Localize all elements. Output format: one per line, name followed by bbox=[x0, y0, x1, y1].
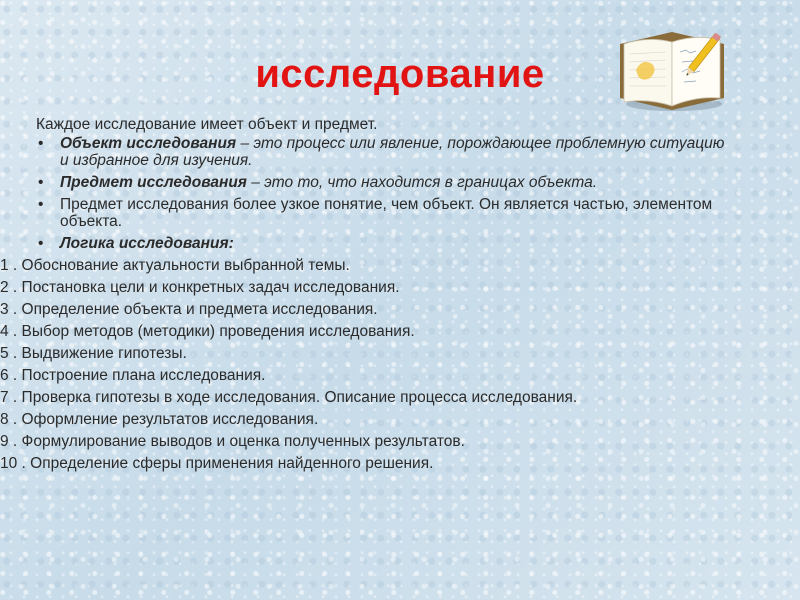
bullet-item-logic bbox=[36, 235, 736, 252]
list-item bbox=[0, 433, 736, 450]
list-item bbox=[0, 455, 736, 472]
bullet-list bbox=[36, 135, 736, 252]
step-number: 1 . bbox=[0, 257, 22, 274]
list-item bbox=[0, 257, 736, 274]
bullet-item-object bbox=[36, 135, 736, 169]
content-body bbox=[0, 116, 736, 477]
open-book-with-pencil-icon bbox=[612, 14, 730, 114]
step-number: 8 . bbox=[0, 411, 22, 428]
bullet-text: Предмет исследования более узкое понятие, чем объект. Он является частью, элементом объекта. bbox=[60, 196, 713, 230]
list-item bbox=[0, 345, 736, 362]
step-number: 5 . bbox=[0, 345, 22, 362]
step-text: Определение объекта и предмета исследования. bbox=[21, 301, 378, 318]
step-text: Формулирование выводов и оценка полученных результатов. bbox=[21, 433, 465, 450]
step-number: 6 . bbox=[0, 367, 22, 384]
step-text: Построение плана исследования. bbox=[21, 367, 266, 384]
step-number: 2 . bbox=[0, 279, 22, 296]
step-text: Оформление результатов исследования. bbox=[21, 411, 319, 428]
step-text: Постановка цели и конкретных задач исследования. bbox=[21, 279, 400, 296]
step-number: 7 . bbox=[0, 389, 22, 406]
step-number: 3 . bbox=[0, 301, 22, 318]
step-text: Определение сферы применения найденного решения. bbox=[30, 455, 434, 472]
list-item bbox=[0, 411, 736, 428]
bullet-text: – это то, что находится в границах объекта. bbox=[246, 174, 598, 191]
intro-text: Каждое исследование имеет объект и предмет. bbox=[36, 116, 378, 133]
bullet-term: Логика исследования: bbox=[60, 235, 234, 252]
step-text: Выдвижение гипотезы. bbox=[21, 345, 187, 362]
steps-list bbox=[0, 257, 736, 472]
step-number: 4 . bbox=[0, 323, 22, 340]
list-item bbox=[0, 323, 736, 340]
step-text: Выбор методов (методики) проведения исследования. bbox=[21, 323, 415, 340]
step-text: Проверка гипотезы в ходе исследования. Описание процесса исследования. bbox=[21, 389, 578, 406]
bullet-term: Предмет исследования bbox=[60, 174, 247, 191]
step-text: Обоснование актуальности выбранной темы. bbox=[21, 257, 350, 274]
bullet-term: Объект исследования bbox=[60, 135, 237, 152]
list-item bbox=[0, 367, 736, 384]
bullet-text: – это процесс или явление, порождающее проблемную ситуацию и избранное для изучения. bbox=[60, 135, 725, 169]
list-item bbox=[0, 389, 736, 406]
bullet-item-subject bbox=[36, 174, 736, 191]
list-item bbox=[0, 301, 736, 318]
step-number: 10 . bbox=[0, 455, 31, 472]
slide-title: исследование bbox=[255, 52, 545, 96]
list-item bbox=[0, 279, 736, 296]
step-number: 9 . bbox=[0, 433, 22, 450]
bullet-item-comparison bbox=[36, 196, 736, 230]
